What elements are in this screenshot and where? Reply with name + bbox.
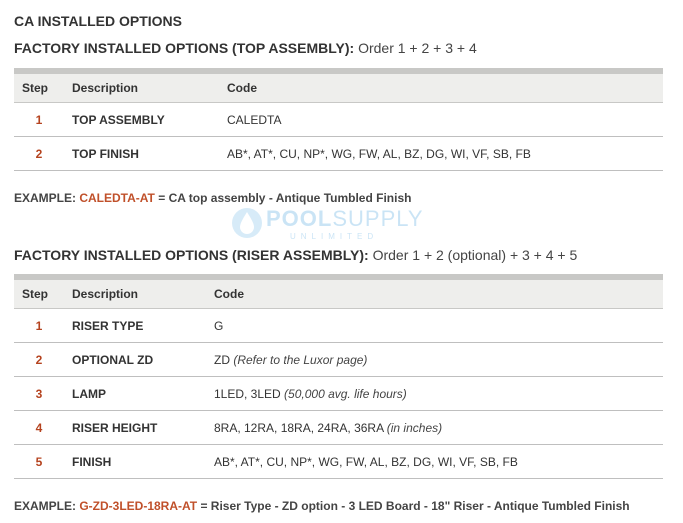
example-label: EXAMPLE: [14,499,80,513]
table-row [14,377,663,411]
table-header-row [14,71,663,103]
table-row [14,445,663,479]
option-description: RISER TYPE [64,309,206,343]
column-header-description: Description [64,277,206,309]
watermark-subtext: UNLIMITED [290,232,379,241]
top-assembly-table [14,68,663,171]
step-number: 2 [14,137,64,171]
option-code: AB*, AT*, CU, NP*, WG, FW, AL, BZ, DG, WI, VF, SB, FB [219,137,663,171]
column-header-code: Code [206,277,663,309]
top-example [14,191,411,205]
step-number: 4 [14,411,64,445]
option-code: 1LED, 3LED (50,000 avg. life hours) [206,377,663,411]
step-number: 3 [14,377,64,411]
column-header-step: Step [14,71,64,103]
step-number: 2 [14,343,64,377]
option-code: CALEDTA [219,103,663,137]
option-code: G [206,309,663,343]
table-row [14,309,663,343]
riser-heading-order: Order 1 + 2 (optional) + 3 + 4 + 5 [368,247,578,263]
option-code: ZD (Refer to the Luxor page) [206,343,663,377]
page-title: CA INSTALLED OPTIONS [14,13,182,29]
example-label: EXAMPLE: [14,191,80,205]
column-header-description: Description [64,71,219,103]
option-description: TOP ASSEMBLY [64,103,219,137]
table-header-row [14,277,663,309]
example-text: = CA top assembly - Antique Tumbled Finish [154,191,412,205]
option-description: OPTIONAL ZD [64,343,206,377]
table-row [14,137,663,171]
table-row [14,343,663,377]
step-number: 5 [14,445,64,479]
watermark-text: POOLSUPPLY [266,206,424,231]
table-row [14,411,663,445]
option-description: FINISH [64,445,206,479]
option-description: RISER HEIGHT [64,411,206,445]
riser-assembly-heading [14,247,577,263]
option-description: TOP FINISH [64,137,219,171]
top-heading-order: Order 1 + 2 + 3 + 4 [354,40,477,56]
example-text: = Riser Type - ZD option - 3 LED Board - 18" Riser - Antique Tumbled Finish [197,499,630,513]
top-heading-label: FACTORY INSTALLED OPTIONS (TOP ASSEMBLY): [14,40,355,56]
column-header-code: Code [219,71,663,103]
option-code: AB*, AT*, CU, NP*, WG, FW, AL, BZ, DG, WI, VF, SB, FB [206,445,663,479]
table-row [14,103,663,137]
example-code: G-ZD-3LED-18RA-AT [79,499,198,513]
water-drop-icon [230,206,264,240]
option-description: LAMP [64,377,206,411]
riser-example [14,499,630,513]
column-header-step: Step [14,277,64,309]
example-code: CALEDTA-AT [79,191,155,205]
step-number: 1 [14,103,64,137]
riser-heading-label: FACTORY INSTALLED OPTIONS (RISER ASSEMBLY): [14,247,369,263]
option-code: 8RA, 12RA, 18RA, 24RA, 36RA (in inches) [206,411,663,445]
step-number: 1 [14,309,64,343]
riser-assembly-table [14,274,663,479]
pool-supply-watermark-logo [228,204,428,250]
top-assembly-heading [14,40,477,56]
